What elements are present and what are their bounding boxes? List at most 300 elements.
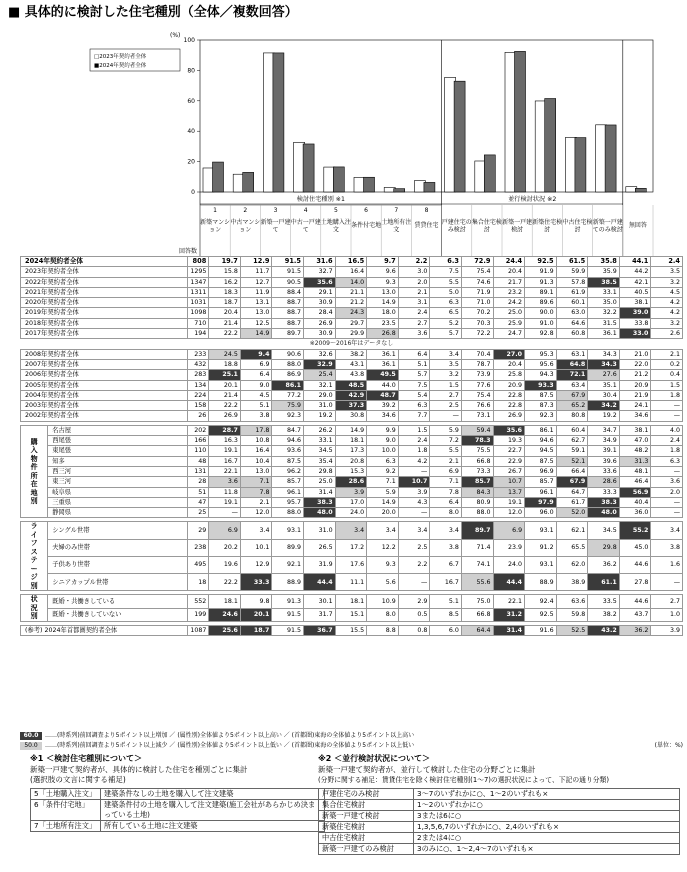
value-cell: 21.2 [335,298,367,308]
column-header: 新築マンシ [200,219,231,226]
value-cell: 10.0 [367,446,399,456]
value-cell: 31.3 [619,456,651,466]
base-count: 18 [188,574,209,591]
table-row [21,436,683,446]
value-cell: 21.4 [209,390,241,400]
value-cell: 36.0 [619,508,651,518]
value-cell: 8.0 [367,608,399,621]
column-header: 土地購入注 [320,219,351,226]
value-cell: 62.0 [556,556,588,573]
value-cell: 71.0 [461,298,493,308]
value-cell: 20.8 [335,456,367,466]
value-cell: 11.8 [209,487,241,497]
value-cell: 87.5 [525,456,557,466]
value-cell: 38.2 [588,608,620,621]
value-cell: 33.3 [240,574,272,591]
value-cell: 22.9 [493,456,525,466]
table-row [21,277,683,287]
value-cell: 36.1 [367,359,399,369]
value-cell: 4.3 [398,497,430,507]
value-cell: 18.8 [209,359,241,369]
row-label: シングル世帯 [48,522,188,539]
value-cell: 29.9 [335,329,367,339]
value-cell: 7.1 [367,477,399,487]
table-row [21,456,683,466]
value-cell: 31.2 [493,608,525,621]
value-cell: 35.8 [588,257,620,267]
note1-value: 建築条件なしの土地を購入して注文建築 [101,788,325,799]
note1-row [31,820,325,831]
value-cell: 88.4 [272,287,304,297]
value-cell: 95.3 [525,349,557,359]
value-cell: 19.2 [304,411,336,421]
value-cell: 31.0 [304,401,336,411]
value-cell: 1.5 [430,380,462,390]
value-cell: 86.1 [272,380,304,390]
value-cell: 44.6 [619,595,651,608]
note2-table [318,788,680,855]
column-header: 中古マンシ [230,219,261,226]
value-cell: 94.6 [272,436,304,446]
y-tick-label: 100 [183,37,195,44]
value-cell: 29.0 [304,390,336,400]
column-number: 6 [364,207,369,214]
base-count: 1311 [188,287,209,297]
row-label: 西三河 [48,466,188,476]
value-cell: 25.0 [493,308,525,318]
value-cell: 16.4 [335,267,367,277]
value-cell: 32.6 [304,349,336,359]
value-cell: 3.2 [651,318,683,328]
value-cell: 6.4 [240,370,272,380]
value-cell: 10.7 [398,477,430,487]
value-cell: 28.7 [209,425,241,435]
value-cell: 64.7 [556,487,588,497]
value-cell: 84.7 [272,425,304,435]
base-count: 202 [188,425,209,435]
value-cell: 85.7 [461,477,493,487]
legend-light-text: ……(時系列)前回調査より5ポイント以上減少 ／ (属性別)全体値より5ポイント以上低い ／ (首都圏)東海の全体値より5ポイント以上低い [45,742,415,749]
no-data-note: ※2009～2016年はデータなし [21,339,683,349]
value-cell: 26.5 [304,539,336,556]
value-cell: 84.3 [461,487,493,497]
base-count: 1031 [188,298,209,308]
value-cell: 22.2 [209,401,241,411]
value-cell: 75.4 [461,267,493,277]
row-label: 2020年契約者全体 [21,298,188,308]
value-cell: 6.3 [367,456,399,466]
base-count: 1087 [188,625,209,635]
column-number: 5 [333,207,338,214]
value-cell: 38.5 [588,277,620,287]
value-cell: 33.1 [588,287,620,297]
table-row [21,318,683,328]
value-cell: 3.2 [430,370,462,380]
value-cell: 2.1 [430,456,462,466]
value-cell: 7.8 [240,487,272,497]
value-cell: 24.0 [493,556,525,573]
value-cell: 26.7 [493,466,525,476]
value-cell: 16.2 [209,277,241,287]
legend-dark-swatch: 60.0 [20,732,42,740]
value-cell: 97.9 [525,497,557,507]
value-cell: 3.5 [651,267,683,277]
value-cell: 9.0 [367,436,399,446]
bar-2024 [635,188,646,192]
value-cell: 3.6 [651,477,683,487]
column-header: 新築一戸建 [260,219,291,226]
value-cell: 34.6 [367,411,399,421]
row-group-label: 状 況 別 [21,595,48,622]
value-cell: 21.1 [335,287,367,297]
bar-2024 [394,189,405,192]
row-label: 2017年契約者全体 [21,329,188,339]
row-label: 名古屋 [48,425,188,435]
value-cell: 89.1 [525,287,557,297]
value-cell: 57.8 [556,277,588,287]
value-cell: 88.0 [272,508,304,518]
value-cell: 22.2 [209,329,241,339]
legend-light-swatch: 50.0 [20,742,42,750]
value-cell: 8.0 [430,508,462,518]
note1-value: 所有している土地に注文建築 [101,820,325,831]
value-cell: 29.8 [304,466,336,476]
value-cell: 48.5 [335,380,367,390]
y-tick-label: 60 [187,97,195,105]
value-cell: 13.0 [240,308,272,318]
base-count: 224 [188,390,209,400]
note2-value: 2または4に○ [414,832,680,843]
value-cell: 27.8 [619,574,651,591]
value-cell: 19.6 [209,556,241,573]
value-cell: 34.3 [588,359,620,369]
unit-label: (単位：%) [654,742,683,749]
value-cell: 17.8 [240,425,272,435]
value-cell: 73.3 [461,466,493,476]
value-cell: 44.6 [619,556,651,573]
value-cell: 38.9 [556,574,588,591]
value-cell: 9.7 [367,257,399,267]
column-header: 文 [393,226,400,234]
value-cell: 13.0 [240,466,272,476]
note2-text: 新築一戸建て契約者が、並行して検討した住宅の分野ごとに集計 [318,764,536,774]
base-count: 25 [188,508,209,518]
value-cell: 4.0 [651,425,683,435]
column-header: 戸建住宅の [441,219,472,226]
column-header: て [302,226,309,234]
value-cell: 14.0 [335,277,367,287]
value-cell: 6.0 [430,625,462,635]
table-row [21,425,683,435]
value-cell: 34.2 [588,401,620,411]
value-cell: 18.3 [209,287,241,297]
value-cell: 27.6 [588,370,620,380]
value-cell: 9.6 [367,267,399,277]
value-cell: 75.9 [272,401,304,411]
table-row [21,370,683,380]
base-count: 48 [188,456,209,466]
row-label: 西尾張 [48,436,188,446]
value-cell: 3.6 [398,329,430,339]
value-cell: 9.8 [240,595,272,608]
table-row [21,508,683,518]
note2-key: 新築一戸建て検討 [319,810,414,821]
value-cell: 3.4 [398,522,430,539]
value-cell: 3.8 [430,539,462,556]
value-cell: 8.5 [430,608,462,621]
value-cell: 1.0 [651,608,683,621]
value-cell: 78.3 [461,436,493,446]
row-label: 2008年契約者全体 [21,349,188,359]
note2-key: 集合住宅検討 [319,799,414,810]
value-cell: 34.7 [588,425,620,435]
value-cell: 3.4 [367,522,399,539]
value-cell: 42.9 [335,390,367,400]
value-cell: 3.0 [398,267,430,277]
value-cell: 52.5 [556,625,588,635]
value-cell: 64.6 [556,318,588,328]
value-cell: 5.7 [430,329,462,339]
note1-subtext: (選択肢の文言に関する補足) [30,775,126,784]
y-tick-label: 0 [191,189,195,196]
table-row [21,446,683,456]
bar-2024 [364,177,375,192]
value-cell: — [209,508,241,518]
table-row [21,487,683,497]
value-cell: 9.9 [367,425,399,435]
table-row [21,625,683,635]
chart-legend-entry: ■2024年契約者全体 [94,63,147,69]
value-cell: 23.5 [367,318,399,328]
value-cell: 35.6 [304,277,336,287]
value-cell: 34.5 [304,446,336,456]
value-cell: 36.1 [588,329,620,339]
value-cell: 55.6 [461,574,493,591]
value-cell: 2.2 [398,556,430,573]
note-row [21,339,683,349]
column-header: 討 [574,226,581,234]
value-cell: 5.9 [430,425,462,435]
value-cell: 36.1 [367,349,399,359]
value-cell: 12.9 [240,556,272,573]
value-cell: 28.6 [588,477,620,487]
value-cell: 2.1 [240,497,272,507]
value-cell: 3.9 [651,625,683,635]
value-cell: 10.1 [240,539,272,556]
value-cell: 1.5 [398,425,430,435]
bar-2024 [575,138,586,192]
value-cell: 92.3 [272,411,304,421]
column-number: 4 [303,207,308,214]
value-cell: 29.1 [304,287,336,297]
value-cell: 59.9 [556,267,588,277]
table-row [21,595,683,608]
value-cell: 63.4 [556,380,588,390]
value-cell: 31.4 [304,487,336,497]
base-count: 238 [188,539,209,556]
row-label: 既婚・共働きしている [48,595,188,608]
value-cell: 88.9 [272,574,304,591]
value-cell: — [651,401,683,411]
value-cell: 89.7 [272,329,304,339]
value-cell: 3.4 [430,522,462,539]
value-cell: 32.2 [588,308,620,318]
value-cell: 36.2 [588,556,620,573]
value-cell: 21.9 [619,390,651,400]
value-cell: 19.7 [209,257,241,267]
value-cell: 15.1 [335,608,367,621]
bar-2024 [303,144,314,192]
note2-key: 新築住宅検討 [319,821,414,832]
row-group-label: ラ イ フ ス テ ー ジ 別 [21,522,48,591]
value-cell: 20.4 [493,359,525,369]
value-cell: 6.9 [240,359,272,369]
value-cell: 64.4 [461,625,493,635]
value-cell: 30.8 [335,411,367,421]
value-cell: 2.9 [398,595,430,608]
value-cell: 43.2 [588,625,620,635]
value-cell: 20.1 [240,608,272,621]
value-cell: 26.8 [367,329,399,339]
value-cell: 15.5 [335,625,367,635]
value-cell: — [398,574,430,591]
value-cell: — [651,497,683,507]
bar-2024 [333,167,344,192]
value-cell: 38.2 [335,349,367,359]
row-label: 2022年契約者全体 [21,277,188,287]
value-cell: 2.6 [651,329,683,339]
value-cell: 5.5 [430,277,462,287]
value-cell: 9.3 [367,556,399,573]
value-cell: 45.0 [619,539,651,556]
note2-value: 1,3,5,6,7のいずれかに○、2,4のいずれも× [414,821,680,832]
value-cell: 63.0 [556,308,588,318]
value-cell: 1.8 [651,446,683,456]
table-row [21,359,683,369]
value-cell: 5.4 [398,390,430,400]
value-cell: 1.5 [651,380,683,390]
value-cell: 3.8 [651,539,683,556]
value-cell: — [398,508,430,518]
row-label: 2018年契約者全体 [21,318,188,328]
note2-key: 戸建住宅のみ検討 [319,788,414,799]
row-label: 2019年契約者全体 [21,308,188,318]
legend [20,731,683,751]
value-cell: 12.0 [240,508,272,518]
value-cell: 70.4 [461,349,493,359]
value-cell: 38.1 [619,425,651,435]
column-header: てのみ検討 [592,226,623,234]
value-cell: 37.3 [335,401,367,411]
value-cell: 74.1 [461,556,493,573]
value-cell: 16.7 [209,456,241,466]
value-cell: 1.8 [398,446,430,456]
value-cell: 2.4 [651,436,683,446]
value-cell: 5.6 [367,574,399,591]
value-cell: 23.2 [493,287,525,297]
table-row [21,477,683,487]
value-cell: 31.4 [493,625,525,635]
value-cell: 92.5 [525,608,557,621]
value-cell: 3.8 [240,411,272,421]
value-cell: 93.1 [525,556,557,573]
value-cell: 38.3 [588,497,620,507]
value-cell: 80.8 [556,411,588,421]
value-cell: 7.2 [430,436,462,446]
value-cell: 59.8 [556,608,588,621]
value-cell: 5.1 [240,401,272,411]
row-label: 子供あり世帯 [48,556,188,573]
value-cell: 16.5 [335,257,367,267]
value-cell: 85.7 [525,477,557,487]
value-cell: 52.1 [556,456,588,466]
value-cell: 61.9 [556,287,588,297]
value-cell: 71.9 [461,287,493,297]
value-cell: 0.4 [651,370,683,380]
value-cell: 13.7 [493,487,525,497]
value-cell: — [398,466,430,476]
value-cell: 43.1 [335,359,367,369]
value-cell: 91.3 [525,277,557,287]
row-label: 静岡県 [48,508,188,518]
row-label: 2021年契約者全体 [21,287,188,297]
value-cell: 32.7 [304,267,336,277]
value-cell: 10.8 [240,436,272,446]
bar-2024 [484,155,495,192]
value-cell: 24.7 [493,329,525,339]
value-cell: 33.8 [619,318,651,328]
value-cell: 75.4 [461,390,493,400]
value-cell: 72.9 [461,257,493,267]
value-cell: 24.0 [335,508,367,518]
value-cell: 36.7 [304,625,336,635]
table-row [21,287,683,297]
value-cell: 25.6 [209,625,241,635]
table-row [21,390,683,400]
value-cell: 89.9 [272,539,304,556]
value-cell: 92.1 [272,556,304,573]
column-header: 賃貸住宅 [414,222,439,229]
note-parallel-status [318,754,680,855]
base-count-header: 回答数 [178,248,197,255]
value-cell: 21.7 [493,277,525,287]
value-cell: 3.2 [651,277,683,287]
value-cell: 14.9 [367,497,399,507]
value-cell: 2.5 [398,539,430,556]
value-cell: 91.9 [525,267,557,277]
column-number: 1 [213,207,218,214]
value-cell: 24.6 [209,608,241,621]
value-cell: 2.1 [651,349,683,359]
column-header: 集合住宅検 [471,219,502,226]
value-cell: 19.1 [209,497,241,507]
value-cell: 0.2 [651,359,683,369]
note1-value: 建築条件付の土地を購入して注文建築(施工会社があらかじめ決まっている土地) [101,799,325,820]
value-cell: 90.5 [272,277,304,287]
note1-key: 5「土地購入注文」 [31,788,101,799]
value-cell: 65.2 [556,401,588,411]
value-cell: 17.6 [335,556,367,573]
value-cell: 5.5 [430,446,462,456]
value-cell: 22.8 [493,390,525,400]
value-cell: 33.5 [588,595,620,608]
base-count: 26 [188,411,209,421]
value-cell: 89.7 [461,522,493,539]
value-cell: 11.7 [240,267,272,277]
note2-row [319,843,680,854]
value-cell: 72.2 [461,329,493,339]
row-group-label: 購 入 物 件 所 在 地 別 [21,425,48,518]
